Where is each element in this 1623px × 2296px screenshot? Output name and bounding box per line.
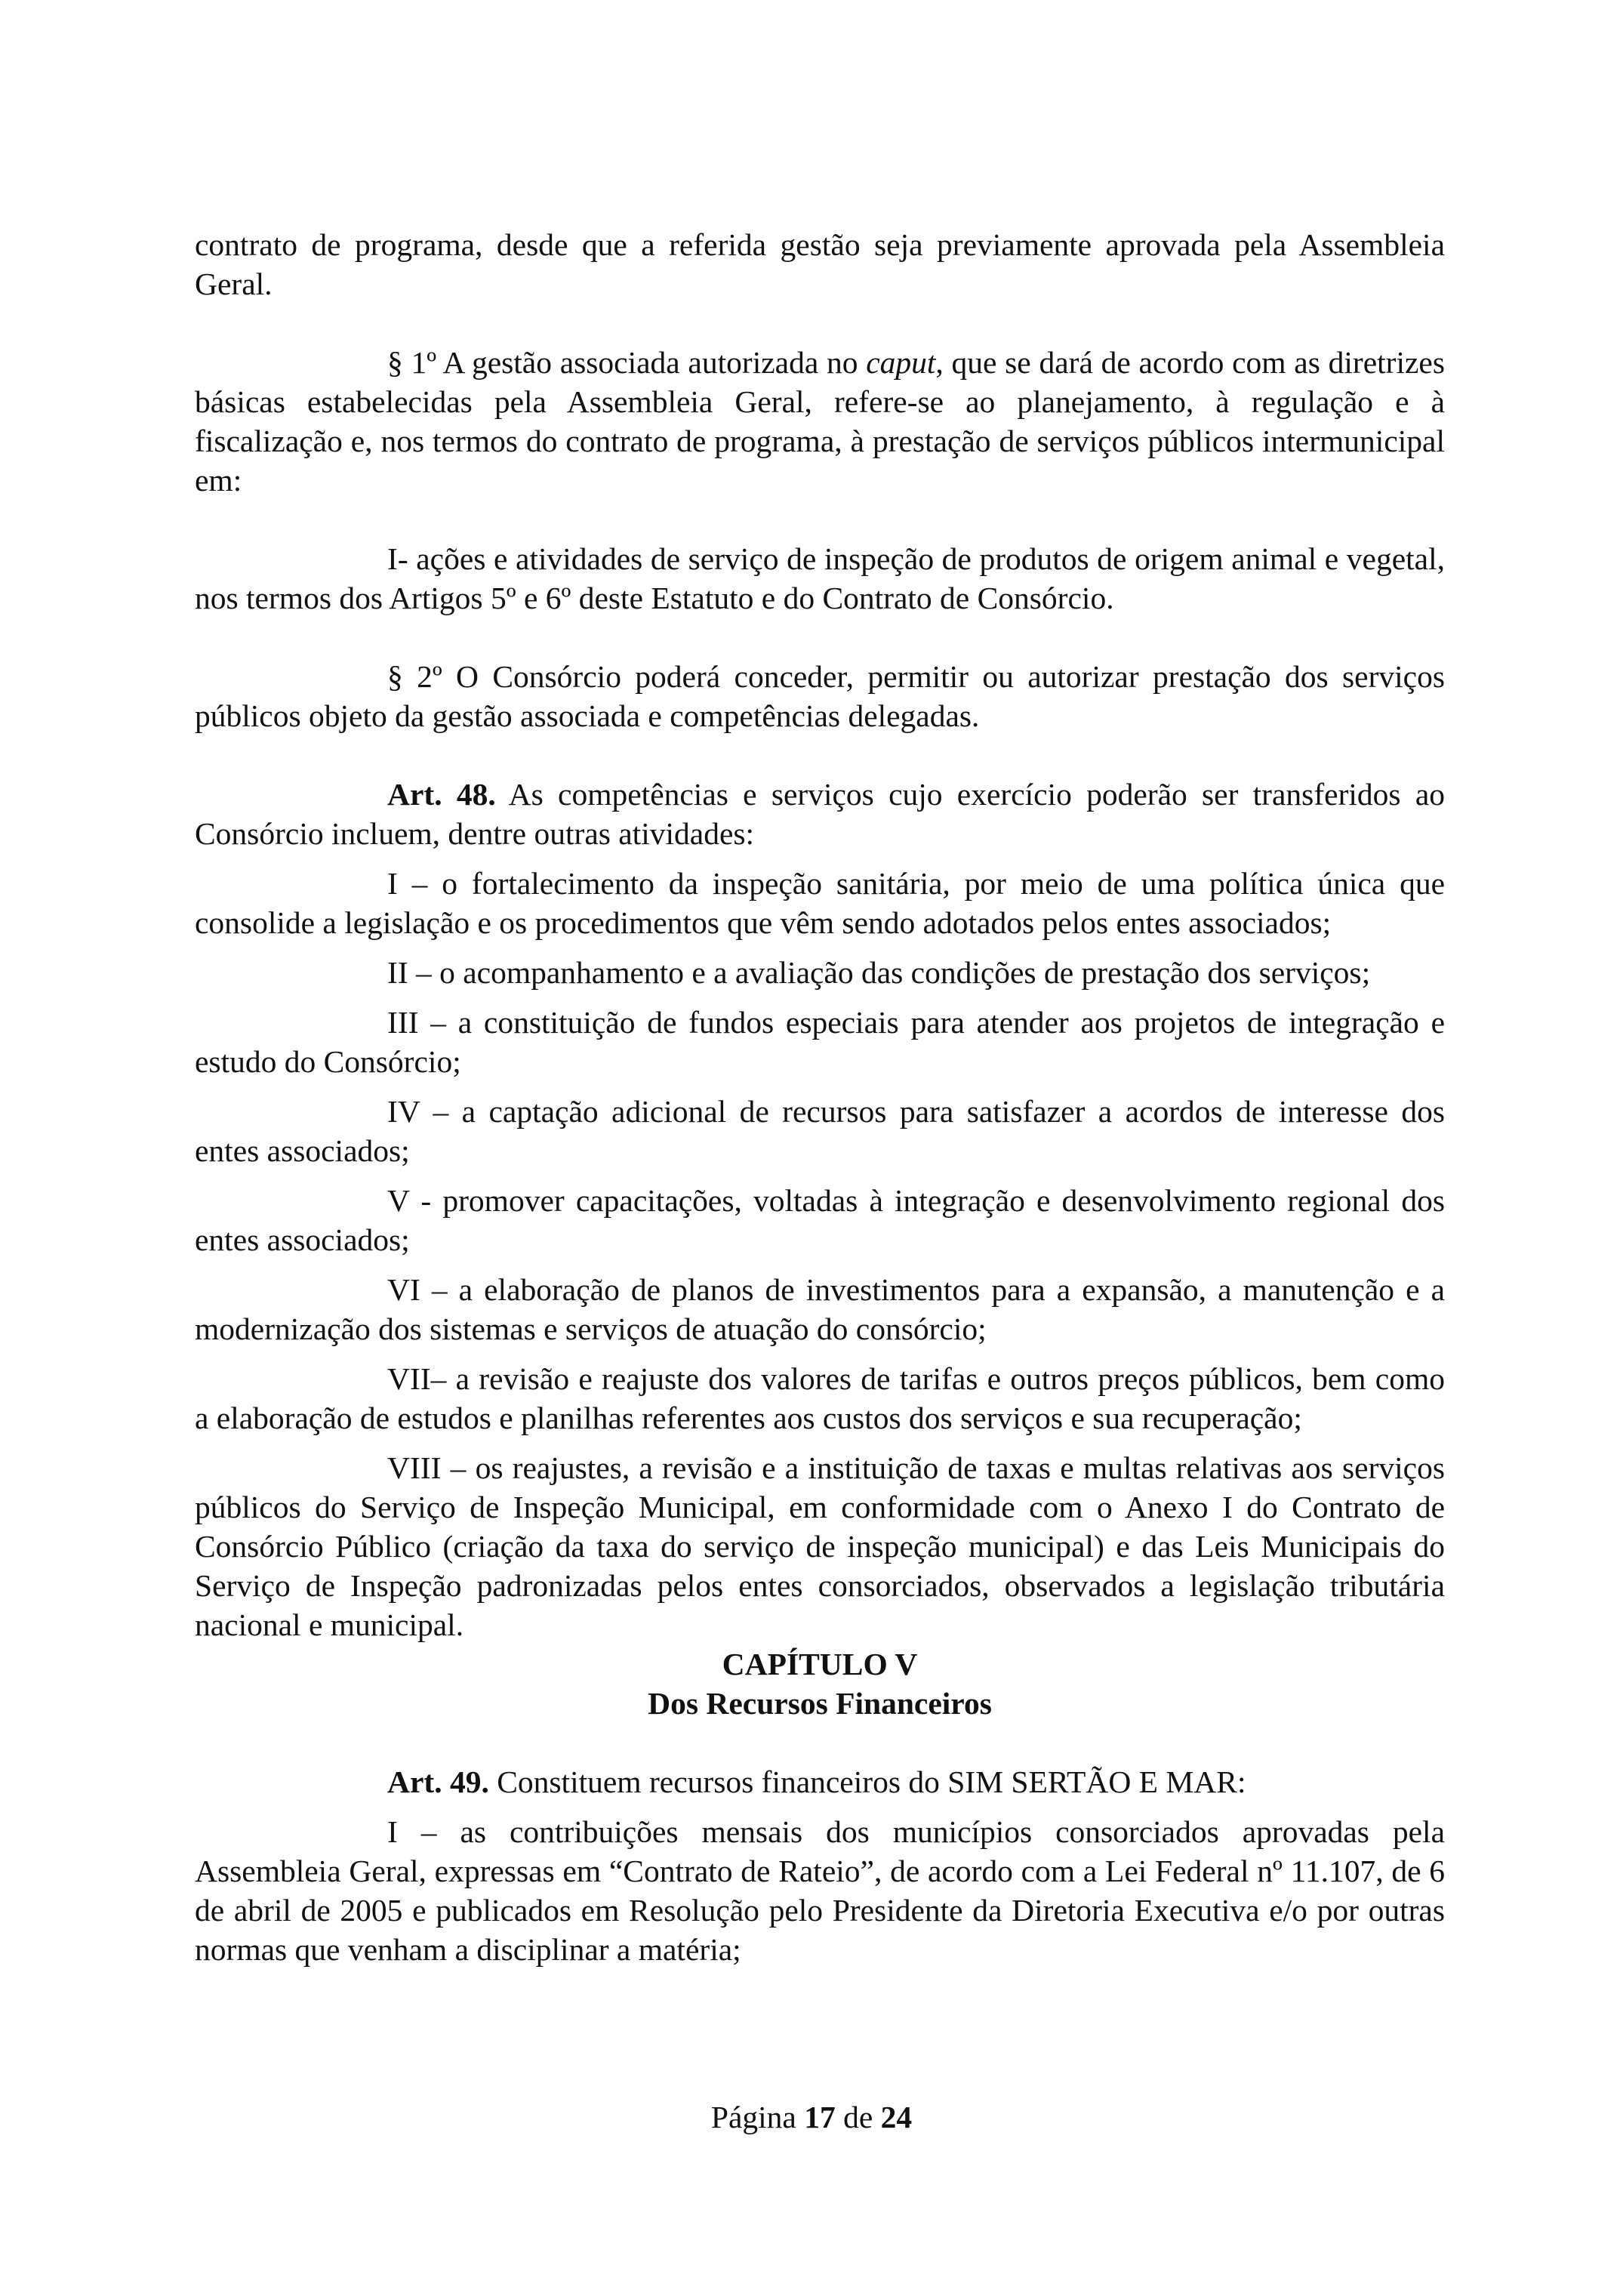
caput-term: caput [866,345,936,380]
chapter-subtitle: Dos Recursos Financeiros [648,1686,992,1721]
article-49-heading [195,1762,1445,1801]
current-page-number: 17 [804,2100,836,2134]
total-pages-number: 24 [880,2100,913,2134]
article-49-text: Constituem recursos financeiros do SIM SERTÃO E MAR: [488,1764,1246,1799]
article-48-item: VI – a elaboração de planos de investimentos para a expansão, a manutenção e a modernização dos sistemas e serviços de atuação do consórcio; [195,1272,1445,1346]
article-48-item: III – a constituição de fundos especiais para atender aos projetos de integração e estudo do Consórcio; [195,1005,1445,1079]
paragraph-1-prefix: § 1º A gestão associada autorizada no [387,345,867,380]
chapter-title: CAPÍTULO V [722,1647,918,1681]
page-separator: de [843,2100,873,2134]
continuation-paragraph: contrato de programa, desde que a referida gestão seja previamente aprovada pela Assembleia Geral. [195,227,1445,301]
article-48-item: VIII – os reajustes, a revisão e a instituição de taxas e multas relativas aos serviços públicos do Serviço de Inspeção Municipal, em conformidade com o Anexo I do Contrato de Consórcio Público (criação da taxa do serviço de inspeção municipal) e das Leis Municipais do Serviço de Inspeção padronizadas pelos entes consorciados, observados a legislação tributária nacional e municipal. [195,1450,1445,1642]
document-body [195,225,1445,1969]
article-48-text: As competências e serviços cujo exercício poderão ser transferidos ao Consórcio incluem, dentre outras atividades: [195,777,1445,851]
article-49-label: Art. 49. [387,1764,489,1799]
article-48-item: IV – a captação adicional de recursos para satisfazer a acordos de interesse dos entes associados; [195,1094,1445,1168]
article-48-item: II – o acompanhamento e a avaliação das condições de prestação dos serviços; [387,955,1371,990]
paragraph-2: § 2º O Consórcio poderá conceder, permitir ou autorizar prestação dos serviços públicos objeto da gestão associada e competências delegadas. [195,659,1445,733]
article-48-heading [195,775,1445,853]
page-footer [0,2099,1623,2135]
article-48-item: I – o fortalecimento da inspeção sanitária, por meio de uma política única que consolide a legislação e os procedimentos que vêm sendo adotados pelos entes associados; [195,866,1445,940]
article-49-item: I – as contribuições mensais dos municípios consorciados aprovadas pela Assembleia Geral, expressas em “Contrato de Rateio”, de acordo com a Lei Federal nº 11.107, de 6 de abril de 2005 e publicados em Resolução pelo Presidente da Diretoria Executiva e/o por outras normas que venham a disciplinar a matéria; [195,1814,1445,1967]
paragraph-1-item-i: I- ações e atividades de serviço de inspeção de produtos de origem animal e vegetal, nos termos dos Artigos 5º e 6º deste Estatuto e do Contrato de Consórcio. [195,541,1445,615]
article-48-label: Art. 48. [387,777,496,812]
article-48-item: VII– a revisão e reajuste dos valores de tarifas e outros preços públicos, bem como a elaboração de estudos e planilhas referentes aos custos dos serviços e sua recuperação; [195,1361,1445,1435]
page-word: Página [710,2100,796,2134]
paragraph-1 [195,343,1445,500]
paragraph-1-suffix: , que se dará de acordo com as diretrizes básicas estabelecidas pela Assembleia Geral, refere-se ao planejamento, à regulação e à fiscalização e, nos termos do contrato de programa, à prestação de serviços públicos intermunicipal em: [195,345,1445,498]
article-48-item: V - promover capacitações, voltadas à integração e desenvolvimento regional dos entes associados; [195,1183,1445,1257]
